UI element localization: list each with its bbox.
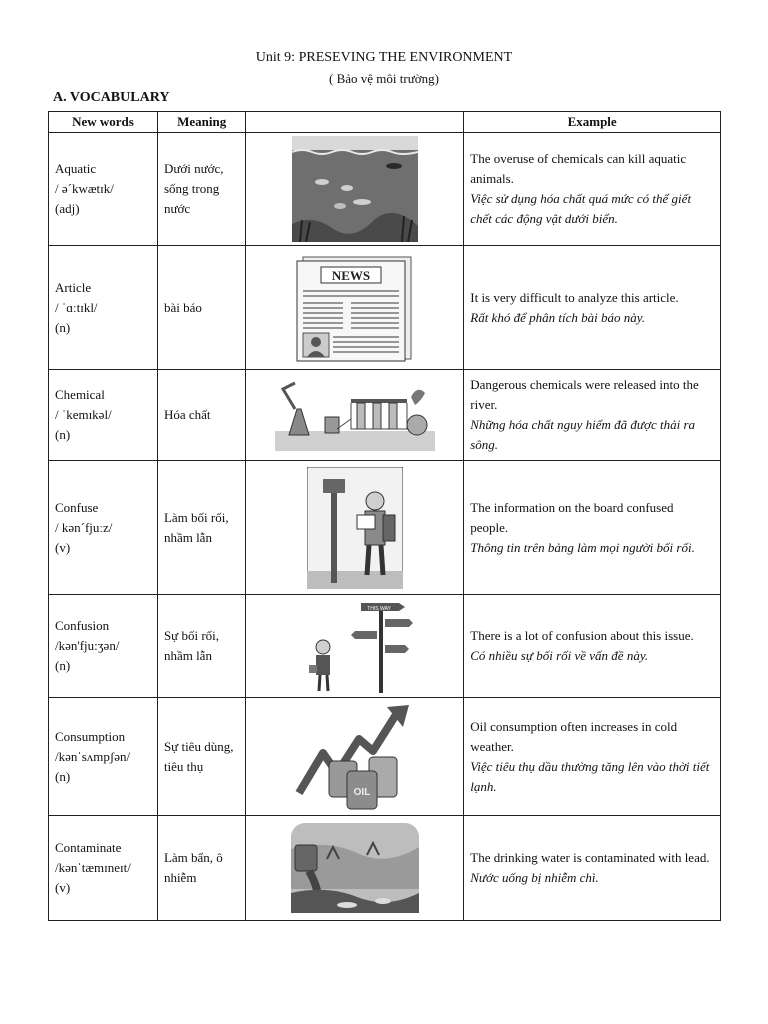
example-cell	[464, 595, 721, 698]
word-ipa: /kənˈtæmɪneɪt/	[55, 860, 131, 875]
word-cell	[49, 370, 158, 461]
example-english: It is very difficult to analyze this article.	[470, 289, 679, 305]
table-row	[49, 816, 721, 921]
table-row	[49, 461, 721, 595]
word-cell	[49, 816, 158, 921]
example-english: Dangerous chemicals were released into the river.	[470, 377, 699, 412]
example-english: The information on the board confused people.	[470, 499, 674, 535]
example-vietnamese: Thông tin trên bảng làm mọi người bối rối.	[470, 539, 695, 555]
newspaper-icon	[293, 253, 417, 363]
barrel-label: OIL	[353, 786, 371, 798]
word: Confuse	[55, 499, 99, 515]
word-ipa: / kən´fjuːz/	[55, 519, 113, 535]
example-vietnamese: Việc tiêu thụ dầu thường tăng lên vào thời tiết lạnh.	[470, 758, 710, 794]
word-ipa: /kən'fju:ʒən/	[55, 638, 120, 653]
word-cell	[49, 133, 158, 246]
table-row	[49, 370, 721, 461]
word-cell	[49, 595, 158, 698]
word: Contaminate	[55, 840, 122, 855]
example-vietnamese: Có nhiều sự bối rối về vấn đề này.	[470, 648, 649, 663]
word-ipa: / ˈkemɪkəl/	[55, 407, 112, 422]
word-pos: (v)	[55, 880, 71, 895]
word-pos: (n)	[55, 319, 71, 335]
newspaper-headline: NEWS	[331, 267, 370, 283]
signpost-icon	[295, 597, 415, 695]
meaning-cell: Sự tiêu dùng, tiêu thụ	[157, 698, 245, 816]
meaning-cell: Dưới nước, sống trong nước	[157, 133, 245, 246]
column-header-example: Example	[464, 112, 721, 133]
lab-flasks-icon	[275, 379, 435, 451]
word-pos: (adj)	[55, 201, 80, 216]
word-ipa: / ˈɑːtɪkl/	[55, 299, 98, 315]
word-pos: (n)	[55, 427, 71, 442]
word-ipa: /kənˈsʌmpʃən/	[55, 748, 131, 764]
polluted-pipe-icon	[287, 819, 423, 917]
table-row	[49, 698, 721, 816]
vocabulary-table	[48, 111, 721, 921]
column-header-new-words: New words	[49, 112, 158, 133]
meaning-cell: Làm bẩn, ô nhiễm	[157, 816, 245, 921]
example-vietnamese: Nước uống bị nhiễm chì.	[470, 870, 599, 885]
word-pos: (v)	[55, 539, 71, 555]
picture-cell	[246, 133, 464, 246]
section-heading: A. VOCABULARY	[53, 90, 170, 105]
signpost-text: THIS WAY	[367, 606, 391, 612]
example-cell	[464, 370, 721, 461]
meaning-cell: Làm bối rối, nhầm lẫn	[157, 461, 245, 595]
example-cell	[464, 246, 721, 370]
column-header-picture	[246, 112, 464, 133]
example-cell	[464, 133, 721, 246]
word-pos: (n)	[55, 658, 71, 673]
word-ipa: / ə´kwætɪk/	[55, 181, 114, 196]
confused-hiker-icon	[307, 467, 403, 589]
word: Confusion	[55, 618, 110, 633]
example-cell	[464, 816, 721, 921]
meaning-cell: Sự bối rối, nhầm lẫn	[157, 595, 245, 698]
example-cell	[464, 461, 721, 595]
word-pos: (n)	[55, 768, 71, 784]
page-subtitle: ( Bảo vệ môi trường)	[329, 71, 439, 86]
word-cell	[49, 461, 158, 595]
page-title: Unit 9: PRESEVING THE ENVIRONMENT	[255, 50, 513, 65]
word: Article	[55, 279, 92, 295]
table-header-row	[49, 112, 721, 133]
example-english: The overuse of chemicals can kill aquatic animals.	[470, 151, 687, 186]
picture-cell	[246, 461, 464, 595]
table-row	[49, 595, 721, 698]
example-english: The drinking water is contaminated with lead.	[470, 850, 710, 865]
example-vietnamese: Rất khó để phân tích bài báo này.	[470, 309, 646, 325]
picture-cell	[246, 246, 464, 370]
word-cell	[49, 246, 158, 370]
word-cell	[49, 698, 158, 816]
oil-barrels-chart-icon	[293, 703, 417, 811]
example-cell	[464, 698, 721, 816]
example-vietnamese: Việc sử dụng hóa chất quá mức có thể giết chết các động vật dưới biển.	[470, 191, 692, 226]
table-row	[49, 133, 721, 246]
example-english: Oil consumption often increases in cold weather.	[470, 718, 678, 754]
picture-cell	[246, 595, 464, 698]
column-header-meaning: Meaning	[157, 112, 245, 133]
word: Consumption	[55, 728, 126, 744]
example-vietnamese: Những hóa chất nguy hiểm đã được thải ra sông.	[470, 417, 696, 452]
example-english: There is a lot of confusion about this issue.	[470, 628, 694, 643]
meaning-cell: Hóa chất	[157, 370, 245, 461]
picture-cell	[246, 698, 464, 816]
picture-cell	[246, 816, 464, 921]
word: Chemical	[55, 387, 105, 402]
underwater-fish-icon	[292, 136, 418, 242]
word: Aquatic	[55, 161, 97, 176]
meaning-cell: bài báo	[157, 246, 245, 370]
table-row	[49, 246, 721, 370]
picture-cell	[246, 370, 464, 461]
